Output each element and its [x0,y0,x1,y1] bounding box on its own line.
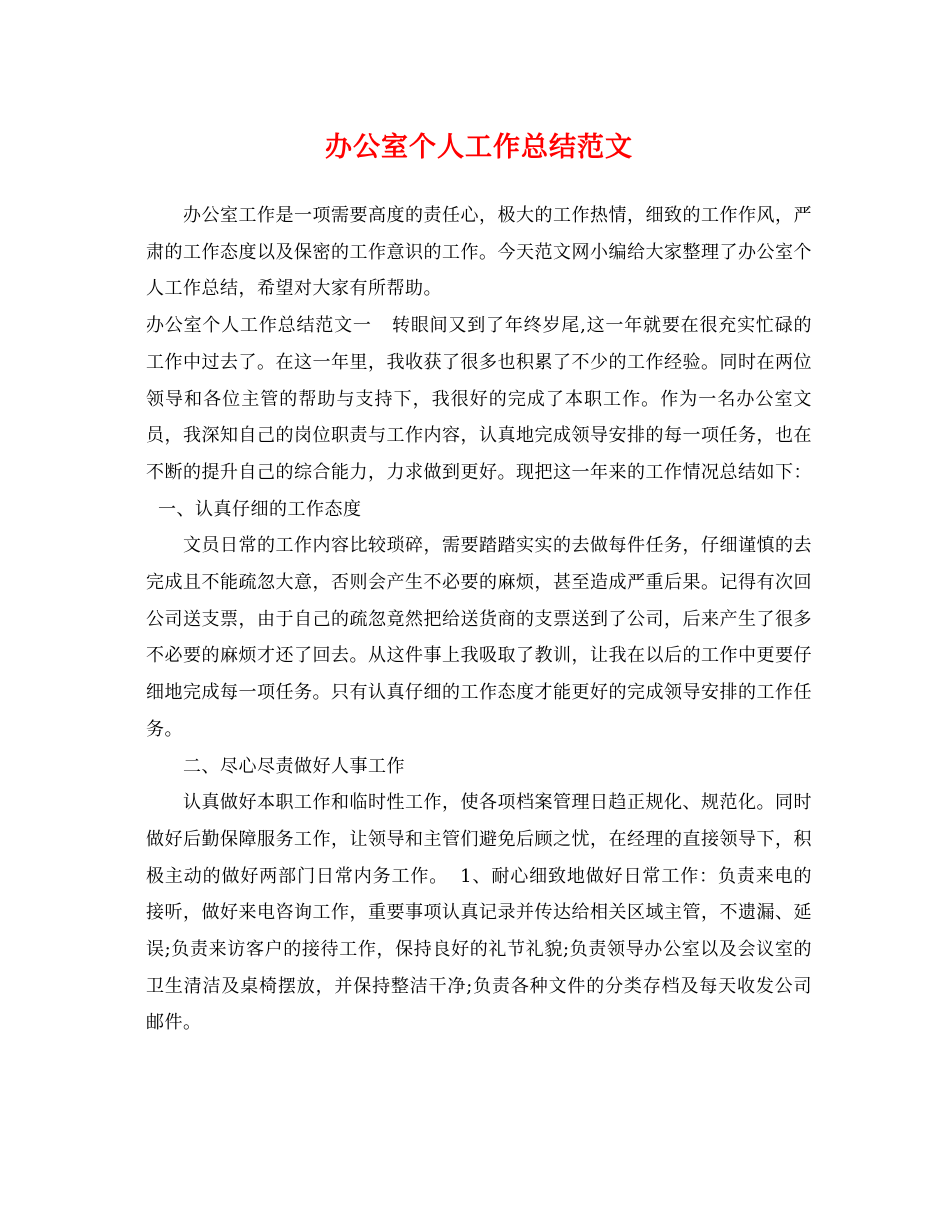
section2-item1: 1、耐心细致地做好日常工作：负责来电的接听，做好来电咨询工作，重要事项认真记录并传达给相关区域主管，不遗漏、延误;负责来访客户的接待工作，保持良好的礼节礼貌;负责领导办公室以及会议室的卫生清洁及桌椅摆放，并保持整洁干净;负责各种文件的分类存档及每天收发公司邮件。 [146,865,812,1034]
sample-body: 转眼间又到了年终岁尾,这一年就要在很充实忙碌的工作中过去了。在这一年里，我收获了很多也积累了不少的工作经验。同时在两位领导和各位主管的帮助与支持下，我很好的完成了本职工作。作为一名办公室文员，我深知自己的岗位职责与工作内容，认真地完成领导安排的每一项任务，也在不断的提升自己的综合能力，力求做到更好。现把这一年来的工作情况总结如下： [146,315,812,483]
section1-heading: 一、认真仔细的工作态度 [158,498,362,520]
section2-heading: 二、尽心尽责做好人事工作 [183,755,405,777]
sample-paragraph [146,308,812,528]
sample-title: 办公室个人工作总结范文一 [146,315,372,337]
intro-paragraph: 办公室工作是一项需要高度的责任心，极大的工作热情，细致的工作作风，严肃的工作态度以及保密的工作意识的工作。今天范文网小编给大家整理了办公室个人工作总结，希望对大家有所帮助。 [146,205,812,300]
section2-body: 认真做好本职工作和临时性工作，使各项档案管理日趋正规化、规范化。同时做好后勤保障服务工作，让领导和主管们避免后顾之忧，在经理的直接领导下，积极主动的做好两部门日常内务工作。 [146,792,812,887]
document-page [146,128,812,1042]
section1-paragraph: 文员日常的工作内容比较琐碎，需要踏踏实实的去做每件任务，仔细谨慎的去完成且不能疏忽大意，否则会产生不必要的麻烦，甚至造成严重后果。记得有次回公司送支票，由于自己的疏忽竟然把给送货商的支票送到了公司，后来产生了很多不必要的麻烦才还了回去。从这件事上我吸取了教训，让我在以后的工作中更要仔细地完成每一项任务。只有认真仔细的工作态度才能更好的完成领导安排的工作任务。 [146,535,812,740]
document-title: 办公室个人工作总结范文 [325,132,633,163]
section2-paragraph [146,785,812,1042]
